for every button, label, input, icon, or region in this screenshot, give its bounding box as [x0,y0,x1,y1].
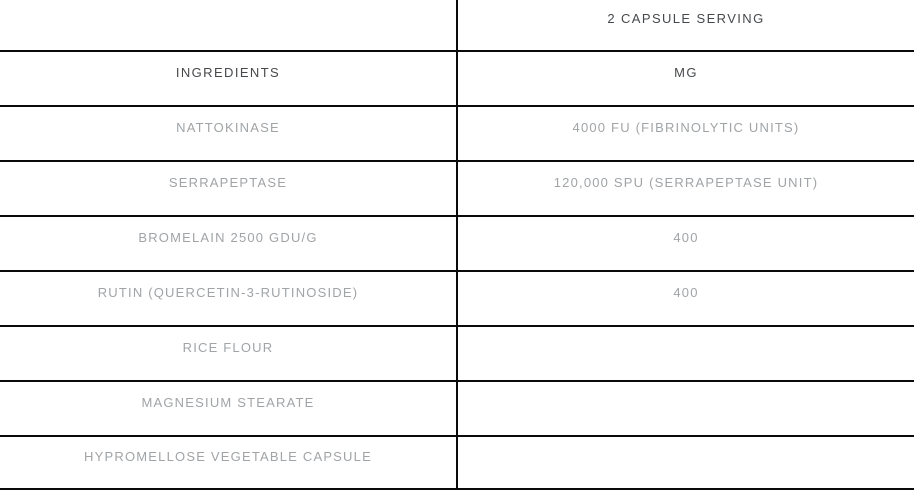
ingredient-cell [0,382,456,435]
serving-header-label: 2 CAPSULE SERVING [607,11,765,26]
amount-value: 120,000 SPU (SERRAPEPTASE UNIT) [553,174,819,190]
ingredient-name: HYPROMELLOSE VEGETABLE CAPSULE [84,448,372,464]
ingredient-cell [0,327,456,380]
amount-cell [456,272,914,325]
ingredient-cell [0,107,456,160]
ingredient-name: NATTOKINASE [176,119,280,135]
unit-header-cell [456,52,914,105]
ingredient-name: RICE FLOUR [182,339,274,355]
ingredient-name: BROMELAIN 2500 GDU/G [138,229,318,245]
ingredients-header-label: INGREDIENTS [175,64,281,80]
empty-header-cell [0,0,456,50]
ingredient-cell [0,272,456,325]
ingredient-name: RUTIN (QUERCETIN-3-RUTINOSIDE) [97,284,359,300]
table-row [0,327,914,382]
table-row [0,272,914,327]
ingredient-cell [0,162,456,215]
amount-cell [456,162,914,215]
table-row [0,382,914,437]
amount-value: 400 [673,284,699,300]
amount-cell [456,327,914,380]
serving-header-cell [456,0,914,50]
ingredient-cell [0,217,456,270]
table-row-serving-header [0,0,914,52]
amount-value: 4000 FU (FIBRINOLYTIC UNITS) [572,119,800,135]
unit-header-label: MG [674,64,698,80]
ingredient-cell [0,437,456,488]
ingredients-header-cell [0,52,456,105]
amount-cell [456,437,914,488]
table-row-column-headers [0,52,914,107]
amount-cell [456,382,914,435]
amount-value: 400 [673,229,699,245]
table-row [0,162,914,217]
table-row [0,217,914,272]
amount-cell [456,217,914,270]
table-row [0,437,914,490]
table-row [0,107,914,162]
ingredient-name: MAGNESIUM STEARATE [141,394,315,410]
amount-cell [456,107,914,160]
ingredient-name: SERRAPEPTASE [168,174,288,190]
